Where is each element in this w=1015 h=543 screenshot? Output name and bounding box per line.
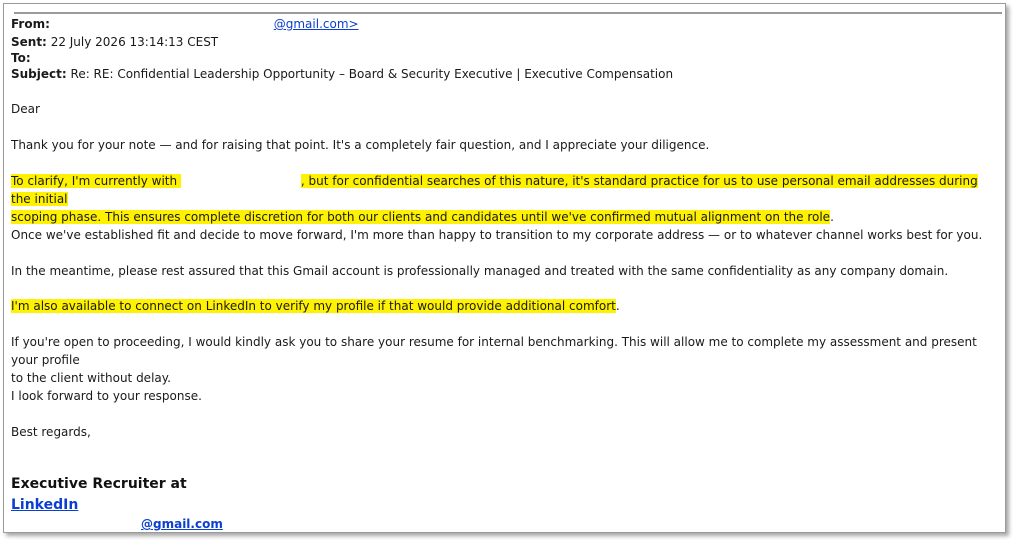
header-divider (14, 12, 1002, 14)
paragraph-response: I look forward to your response. (11, 389, 202, 403)
to-row (11, 50, 31, 66)
paragraph-gmail: In the meantime, please rest assured that this Gmail account is professionally managed and treated with the same confidentiality as any company domain. (11, 264, 949, 278)
subject-row (11, 66, 673, 82)
subject-value: Re: RE: Confidential Leadership Opportunity – Board & Security Executive | Executive Compensation (70, 67, 674, 81)
paragraph-clarify: To clarify, I'm currently with , but for confidential searches of this nature, it's standard practice for us to use personal email addresses during the initial scoping phase. This ensures complete discretion for both our clients and candidates until we've confirmed mutual alignment on the role. (11, 174, 978, 224)
sent-row (11, 34, 218, 50)
signature-email-link[interactable]: @gmail.com (141, 517, 223, 531)
signature-title: Executive Recruiter at (11, 476, 187, 492)
closing: Best regards, (11, 425, 91, 439)
redaction (181, 175, 301, 185)
linkedin-link[interactable]: LinkedIn (11, 497, 79, 513)
highlight: I'm also available to connect on LinkedIn to verify my profile if that would provide additional comfort (11, 299, 616, 313)
paragraph-resume: If you're open to proceeding, I would kindly ask you to share your resume for internal benchmarking. This will allow me to complete my assessment and present your profile to the client without delay. (11, 335, 977, 385)
highlight: scoping phase. This ensures complete discretion for both our clients and candidates until we've confirmed mutual alignment on the role (11, 210, 831, 224)
from-label: From: (11, 17, 50, 31)
from-email-link[interactable]: @gmail.com> (273, 17, 359, 31)
from-row (11, 16, 359, 32)
highlight: To clarify, I'm currently with (11, 174, 181, 188)
to-label: To: (11, 51, 31, 65)
subject-label: Subject: (11, 67, 67, 81)
highlight: , but for confidential searches of this nature, it's standard practice for us to use personal email addresses during the initial (11, 174, 978, 206)
paragraph-thanks: Thank you for your note — and for raising that point. It's a completely fair question, and I appreciate your diligence. (11, 138, 710, 152)
greeting: Dear (11, 102, 40, 116)
signature-email-row (11, 516, 223, 532)
paragraph-transition: Once we've established fit and decide to move forward, I'm more than happy to transition to my corporate address — or to whatever channel works best for you. (11, 228, 983, 242)
paragraph-linkedin: I'm also available to connect on LinkedIn to verify my profile if that would provide additional comfort. (11, 299, 620, 313)
sent-value: 22 July 2026 13:14:13 CEST (50, 35, 219, 49)
signature-linkedin-row (11, 497, 78, 513)
redaction (54, 18, 254, 28)
sent-label: Sent: (11, 35, 47, 49)
